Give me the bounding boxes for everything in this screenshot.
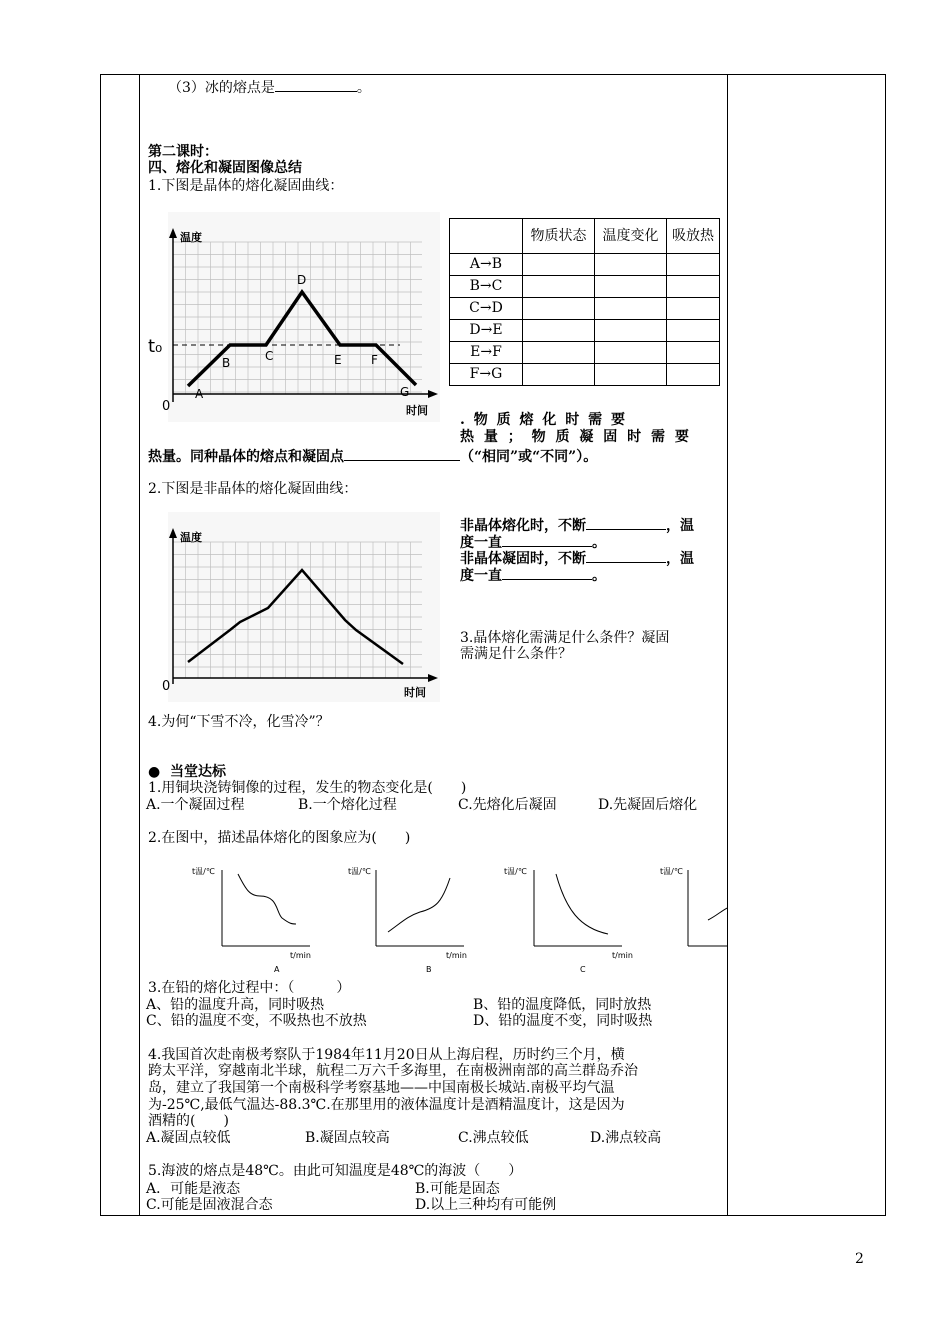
row-label: E→F [450,342,523,364]
answer-cell[interactable] [595,364,667,386]
graph-xlabel: t/min [290,951,311,960]
answer-cell[interactable] [523,276,595,298]
answer-blank[interactable] [586,548,666,563]
answer-blank[interactable] [344,446,460,461]
answer-cell[interactable] [595,254,667,276]
answer-blank[interactable] [586,515,666,530]
page-number: 2 [855,1251,864,1267]
p3-option-d[interactable]: D、铅的温度不变，同时吸热 [473,1013,653,1029]
answer-cell[interactable] [523,320,595,342]
practice-title: ● 当堂达标 [148,764,226,780]
point-label-g: G [400,385,410,399]
item2-intro: 2.下图是非晶体的熔化凝固曲线： [148,481,358,497]
answer-cell[interactable] [667,254,720,276]
graph-ylabel: t温/℃ [192,867,215,876]
q3-conditions-line2: 需满足什么条件？ [460,646,572,662]
answer-cell[interactable] [667,298,720,320]
p3-option-c[interactable]: C、铅的温度不变，不吸热也不放热 [146,1013,367,1029]
amorphous-curve-figure [140,512,440,702]
graph-b[interactable] [348,867,467,974]
graph-ylabel: t温/℃ [504,867,527,876]
amorphous-text-4: 度一直 [460,568,502,584]
amorphous-line-2: 度一直 。 [460,532,606,551]
amorphous-text-1b: ，温 [666,518,694,534]
p1-option-c[interactable]: C.先熔化后凝固 [458,797,557,813]
q4-snow: 4.为何“下雪不冷，化雪冷”？ [148,714,330,730]
header-temperature: 温度变化 [595,219,667,254]
p4-option-a[interactable]: A.凝固点较低 [146,1130,231,1146]
p3-option-a[interactable]: A、铅的温度升高，同时吸热 [146,997,325,1013]
graph-a[interactable] [192,867,311,974]
practice-title-text: 当堂达标 [169,764,226,780]
item1-intro: 1.下图是晶体的熔化凝固曲线： [148,178,344,194]
x-axis-label: 时间 [404,686,426,699]
table-row [450,276,720,298]
table-row [450,298,720,320]
amorphous-text-1a: 非晶体熔化时，不断 [460,518,586,534]
amorphous-text-3a: 非晶体凝固时，不断 [460,551,586,567]
answer-cell[interactable] [595,298,667,320]
q3-conditions-line1: 3.晶体熔化需满足什么条件？凝固 [460,630,670,646]
p3-option-b[interactable]: B、铅的温度降低，同时放热 [473,997,652,1013]
row-label: A→B [450,254,523,276]
graph-ylabel: t温/℃ [348,867,371,876]
p4-line-3: 岛，建立了我国第一个南极科学考察基地——中国南极长城站.南极平均气温 [148,1080,615,1096]
p4-option-b[interactable]: B.凝固点较高 [305,1130,390,1146]
crystal-curve-figure [140,212,440,422]
crystal-text-2: 热 量 ； 物 质 凝 固 时 需 要 [460,429,689,445]
graph-label-c: C [580,965,586,974]
p1-option-d[interactable]: D.先凝固后熔化 [598,797,698,813]
p2-graphs [180,862,727,977]
p5-option-d[interactable]: D.以上三种均有可能例 [415,1197,557,1213]
answer-cell[interactable] [523,254,595,276]
crystal-text-3a: 热量。同种晶体的熔点和凝固点 [148,449,344,465]
q3-ice-text: （3）冰的熔点是 [168,80,275,96]
answer-cell[interactable] [667,276,720,298]
table-row [450,320,720,342]
answer-blank[interactable] [502,565,592,580]
header-state: 物质状态 [523,219,595,254]
graph-xlabel: t/min [446,951,467,960]
point-label-f: F [371,353,378,367]
point-label-b: B [222,356,231,370]
answer-blank[interactable] [275,77,357,92]
lesson2-title: 第二课时： [148,144,218,160]
answer-cell[interactable] [667,364,720,386]
answer-blank[interactable] [502,532,592,547]
p5-option-b[interactable]: B.可能是固态 [415,1181,500,1197]
answer-cell[interactable] [667,320,720,342]
y-axis-label: 温度 [180,231,202,244]
y-axis-label: 温度 [180,531,202,544]
answer-cell[interactable] [523,298,595,320]
p4-option-c[interactable]: C.沸点较低 [458,1130,529,1146]
origin-label: 0 [162,399,171,414]
p5-option-a[interactable]: A．可能是液态 [146,1181,241,1197]
figure-background [168,512,440,702]
point-label-e: E [334,353,342,367]
p4-line-5: 酒精的( ) [148,1113,229,1129]
answer-cell[interactable] [595,276,667,298]
state-change-table [449,218,720,386]
table-row [450,254,720,276]
row-label: F→G [450,364,523,386]
x-axis-label: 时间 [406,404,428,417]
point-label-a: A [195,387,204,401]
table-row [450,364,720,386]
crystal-text-3 [148,446,597,465]
p2-question: 2.在图中，描述晶体熔化的图象应为( ) [148,830,411,846]
crystal-text-1: . 物 质 熔 化 时 需 要 [460,412,625,428]
amorphous-text-2: 度一直 [460,535,502,551]
graph-ylabel: t温/℃ [660,867,683,876]
p1-option-b[interactable]: B.一个熔化过程 [298,797,397,813]
p4-line-4: 为-25℃,最低气温达-88.3℃.在那里用的液体温度计是酒精温度计，这是因为 [148,1097,625,1113]
amorphous-line-4: 度一直 。 [460,565,606,584]
p1-question: 1.用铜块浇铸铜像的过程，发生的物态变化是( ) [148,780,467,796]
header-heat: 吸放热 [667,219,720,254]
p1-option-a[interactable]: A.一个凝固过程 [146,797,245,813]
section4-title: 四、熔化和凝固图像总结 [148,160,302,176]
p4-option-d[interactable]: D.沸点较高 [590,1130,662,1146]
row-label: D→E [450,320,523,342]
graph-d[interactable] [660,867,727,946]
t0-label: t₀ [148,336,163,357]
answer-cell[interactable] [523,364,595,386]
point-label-d: D [297,273,307,287]
p3-question: 3.在铅的熔化过程中：（ ） [148,980,351,996]
answer-cell[interactable] [595,320,667,342]
amorphous-text-3b: ，温 [666,551,694,567]
answer-cell[interactable] [667,342,720,364]
p4-line-2: 跨太平洋，穿越南北半球，航程二万六千多海里，在南极洲南部的高兰群岛乔治 [148,1063,638,1079]
graph-label-b: B [426,965,432,974]
graph-xlabel: t/min [612,951,633,960]
table-row [450,342,720,364]
graph-label-a: A [274,965,280,974]
answer-cell[interactable] [523,342,595,364]
row-label: B→C [450,276,523,298]
column-divider-right [727,74,728,1216]
p5-question: 5.海波的熔点是48℃。由此可知温度是48℃的海波（ ） [148,1163,523,1179]
graph-c[interactable] [504,867,633,974]
p4-line-1: 4.我国首次赴南极考察队于1984年11月20日从上海启程，历时约三个月，横 [148,1047,625,1063]
crystal-text-3b: （“相同”或“不同”）。 [460,449,598,465]
row-label: C→D [450,298,523,320]
table-header-row [450,219,720,254]
answer-cell[interactable] [595,342,667,364]
point-label-c: C [265,349,274,363]
table-corner-cell [450,219,523,254]
p5-option-c[interactable]: C.可能是固液混合态 [146,1197,273,1213]
origin-label: 0 [162,679,171,694]
q3-ice-line: （3）冰的熔点是 。 [168,77,371,96]
